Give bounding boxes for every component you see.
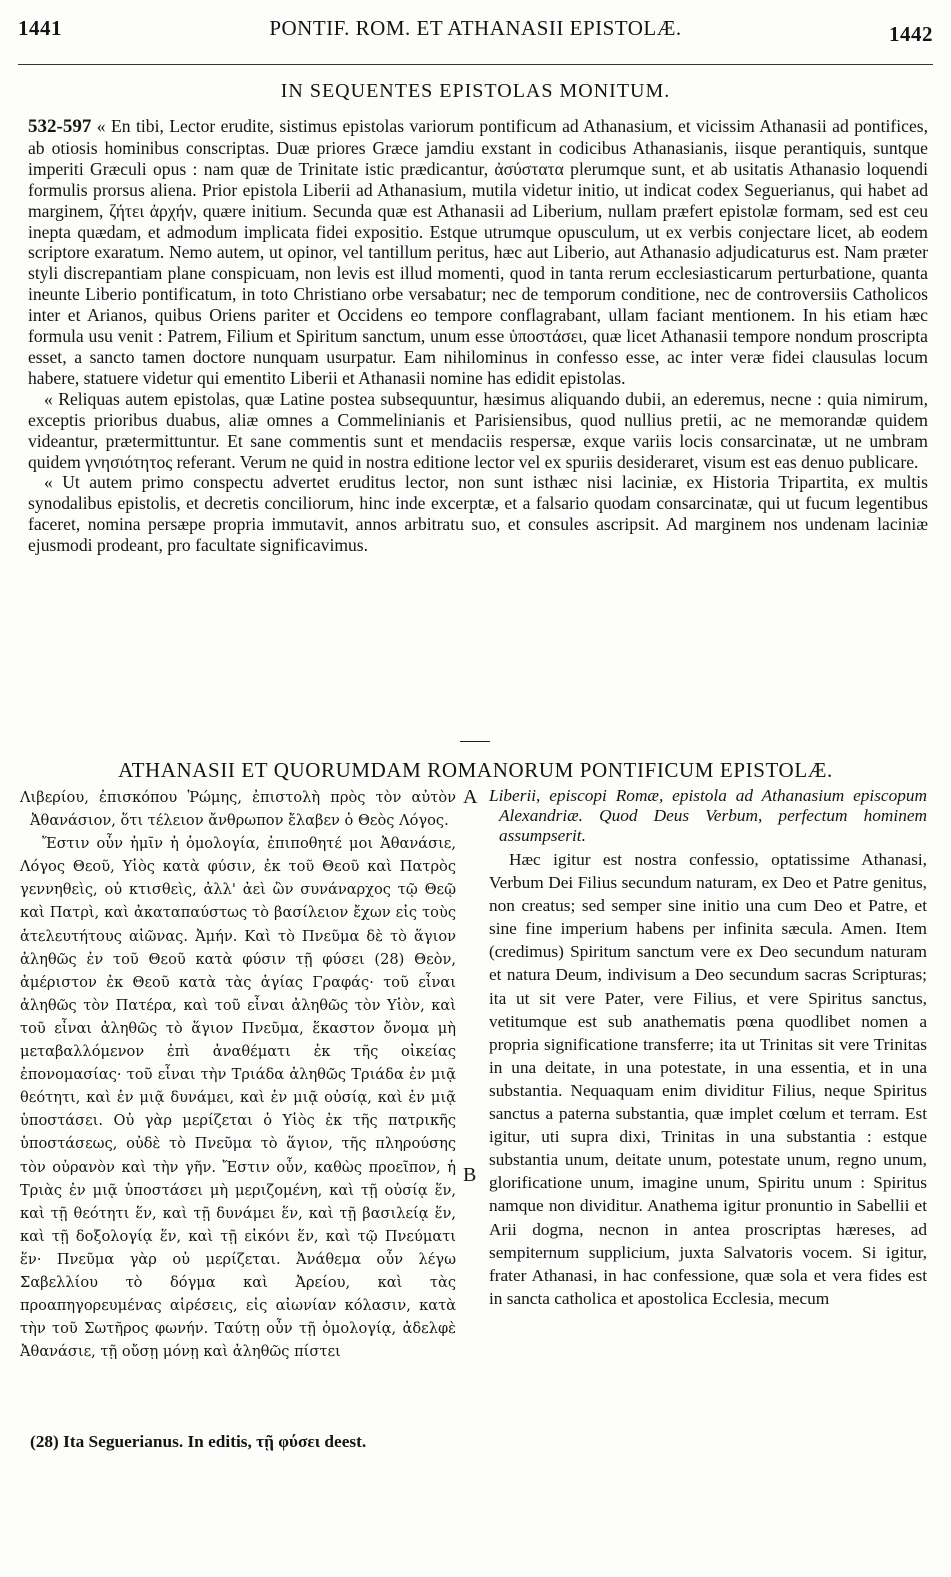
greek-letter-body: Ἔστιν οὖν ἡμῖν ἡ ὁμολογία, ἐπιποθητέ μοι Ἀθανάσιε, Λόγος Θεοῦ, Υἱὸς κατὰ φύσιν, ἐκ τοῦ Θεοῦ καὶ Πατρὸς γεννηθεὶς, οὐ κτισθεὶς, ἀλλ' ἀεὶ ὢν συνάναρχος τῷ Θεῷ καὶ Πατρὶ, καὶ ἀκαταπαύστως τὸ βασίλειον ἔχων εἰς τοὺς ἀτελευτήτους αἰῶνας. Ἀμήν. Καὶ τὸ Πνεῦμα δὲ τὸ ἅγιον ἀληθῶς ἐν τοῦ Θεοῦ κατὰ φύσιν τῇ φύσει (28) Θεὸν, ἀμέριστον ἐκ Θεοῦ κατὰ τὰς ἁγίας Γραφάς· τοῦ εἶναι ἀληθῶς τὸν Πατέρα, καὶ τοῦ εἶναι ἀληθῶς τὸν Υἱὸν, καὶ τοῦ εἶναι ἀληθῶς τὸ ἅγιον Πνεῦμα, ἕκαστον ὄνομα μὴ μεταβαλλόμενον ἐπὶ ἀναθέματι ἐκ τῆς οἰκείας ἐπονομασίας· τοῦ εἶναι τὴν Τριάδα ἀληθῶς Τριάδα ἐν μιᾷ θεότητι, καὶ ἐν μιᾷ δυνάμει, καὶ ἐν μιᾷ οὐσίᾳ, καὶ ἐν μιᾷ ὑποστάσει. Οὐ γὰρ μερίζεται ὁ Υἱὸς ἐκ τῆς πατρικῆς ὑποστάσεως, οὐδὲ τὸ Πνεῦμα τὸ ἅγιον, τῆς πληρούσης τὸν οὐρανὸν καὶ τὴν γῆν. Ἔστιν οὖν, καθὼς προεῖπον, ἡ Τριὰς ἐν μιᾷ ὑποστάσει μὴ μεριζομένη, καὶ τῇ οὐσίᾳ ἕν, καὶ τῇ θεότητι ἕν, καὶ τῇ δυνάμει ἕν, καὶ τῇ βασιλείᾳ ἕν, καὶ τῇ δοξολογίᾳ ἕν, καὶ τῇ εἰκόνι ἕν, καὶ τῷ Πνεύματι ἕν· Πνεῦμα γὰρ οὐ μερίζεται. Ἀνάθεμα οὖν λέγω Σαβελλίου τὸ δόγμα καὶ Ἀρείου, καὶ τὰς προαπηγορευμένας αἱρέσεις, εἰς αἰωνίαν κόλασιν, κατὰ τὴν τοῦ Σωτῆρος φωνήν. Ταύτῃ οὖν τῇ ὁμολογίᾳ, ἀδελφὲ Ἀθανάσιε, τῇ οὔσῃ μόνῃ καὶ ἀληθῶς πίστει xyxy=(20,835,456,1361)
monitum-text xyxy=(28,116,928,556)
latin-letter-title: Liberii, episcopi Romæ, epistola ad Athanasium episcopum Alexandriæ. Quod Deus Verbum, perfectum hominem assumpserit. xyxy=(489,786,927,845)
monitum-title: IN SEQUENTES EPISTOLAS MONITUM. xyxy=(280,80,671,102)
section-divider xyxy=(460,741,490,742)
main-title: ATHANASII ET QUORUMDAM ROMANORUM PONTIFICUM EPISTOLÆ. xyxy=(118,758,833,782)
greek-column xyxy=(20,786,456,1363)
footnote: (28) Ita Seguerianus. In editis, τῇ φύσει deest. xyxy=(30,1432,367,1451)
monitum-paragraph-1 xyxy=(28,116,928,389)
running-title: PONTIF. ROM. ET ATHANASII EPISTOLÆ. xyxy=(269,16,682,40)
latin-column xyxy=(489,786,927,1310)
column-numbers: 532-597 xyxy=(28,116,92,137)
monitum-paragraph-1-text: « En tibi, Lector erudite, sistimus epistolas variorum pontificum ad Athanasium, et vicissim Athanasii ad pontifices, ab otiosis hominibus conscriptas. Duæ priores Græce jamdiu exstant in codicibus Athanasianis, iisque perantiquis, suntque imperiti Græculi opus : nam quæ de Trinitate istic prædicantur, ἀσύστατα plerumque sunt, et ab usitatis Athanasio loquendi formulis prorsus aliena. Prior epistola Liberii ad Athanasium, mutila videtur initio, ut indicat codex Seguerianus, qui habet ad marginem, ζήτει ἀρχήν, quære initium. Secunda quæ est Athanasii ad Liberium, nullam præfert epistolæ formam, sed est ceu inepta quædam, et admodum implicata fidei expositio. Estque utrumque opusculum, ut ex verbis conjectare licet, ab eodem scriptore exaratum. Nemo autem, ut opinor, vel tantillum peritus, hæc aut Liberio, aut Athanasio adjudicaturus est. Nam præter styli discrepantiam plane conspicuam, non levis est illud momenti, quod in tanta rerum ecclesiasticarum perturbatione, quanta ineunte Liberio pontificatum, in toto Christiano orbe versabatur; nec de temporum conditione, nec de controversiis Catholicos inter et Arianos, quibus Oriens pariter et Occidens eo tempore conflagrabant, ullam faciant mentionem. In his etiam hæc formula usu venit : Patrem, Filium et Spiritum sanctum, unum esse ὑποστάσει, quæ licet Athanasii tempore nondum proscripta esset, a sancto tamen doctore nunquam usurpatur. Eam nihilominus in confesso esse, ac inter veræ fidei clausulas locum habere, statuere videtur qui ementito Liberii et Athanasii nomine has edidit epistolas. xyxy=(28,116,928,388)
greek-letter-title: Λιβερίου, ἐπισκόπου Ῥώμης, ἐπιστολὴ πρὸς τὸν αὐτὸν Ἀθανάσιον, ὅτι τέλειον ἄνθρωπον ἔλαβεν ὁ Θεὸς Λόγος. xyxy=(20,789,456,830)
latin-letter-body: Hæc igitur est nostra confessio, optatissime Athanasi, Verbum Dei Filius secundum naturam, ex Deo et Patre genitus, non creatus; sed semper sine initio una cum Deo et Patre, et sine fine imperium habens per infinita sæcula. Amen. Item (credimus) Spiritum sanctum vere ex Deo secundum naturam et natura Deum, indivisum a Deo secundum sacras Scripturas; ita ut sit vere Pater, vere Filius, et vere Spiritus sanctus, vetitumque est sub anathematis pœna quodlibet nomen a propria significatione transferre; ita ut Trinitas sit vere Trinitas in una deitate, in una potestate, in una essentia, et in una substantia. Nequaquam enim dividitur Filius, neque Spiritus sanctus a paterna substantia, quæ implet cœlum et terram. Est igitur, uti supra dixi, Trinitas in una substantia : estque substantia unum, deitate unum, potestate unum, regno unum, glorificatione unum, imagine unum, Spiritu unum : Spiritus namque non dividitur. Anathema igitur pronuntio in Sabellii et Arii dogma, necnon in antea proscriptas hæreses, ad sempiternum supplicium, juxta Salvatoris vocem. Si igitur, frater Athanasi, in hac confessione, quæ sola et vera fides est in sancta catholica et apostolica Ecclesia, mecum xyxy=(489,850,927,1308)
page-number-right: 1442 xyxy=(889,22,933,46)
monitum-paragraph-3: « Ut autem primo conspectu advertet eruditus lector, non sunt isthæc nisi laciniæ, ex Historia Tripartita, ex multis synodalibus epistolis, et decretis conciliorum, hinc inde excerptæ, et a falsario quodam consarcinatæ, qui ut fucum legentibus faceret, nomina persæpe propria immutavit, annos arbitratu suo, et consules ascripsit. Ad marginem nos undenam laciniæ ejusmodi prodeant, pro facultate significavimus. xyxy=(28,472,928,556)
margin-mark-a: A xyxy=(463,786,478,808)
running-header xyxy=(18,14,933,44)
margin-mark-b: B xyxy=(463,1164,477,1186)
header-rule xyxy=(18,64,933,65)
page-number-left: 1441 xyxy=(18,16,62,40)
monitum-paragraph-2: « Reliquas autem epistolas, quæ Latine postea subsequuntur, hæsimus aliquando dubii, an ederemus, necne : quia nimirum, exceptis prioribus duabus, aliæ omnes a Commelinianis et Parisiensibus, quod nullius pretii, ac ne memorandæ quidem videantur, prætermittuntur. Et sane commentis sunt et mendaciis respersæ, exque variis locis consarcinatæ, ut ne umbram quidem γνησιότητος referant. Verum ne quid in nostra editione lector vel ex spuriis desideraret, visum est eas denuo publicare. xyxy=(28,388,928,472)
